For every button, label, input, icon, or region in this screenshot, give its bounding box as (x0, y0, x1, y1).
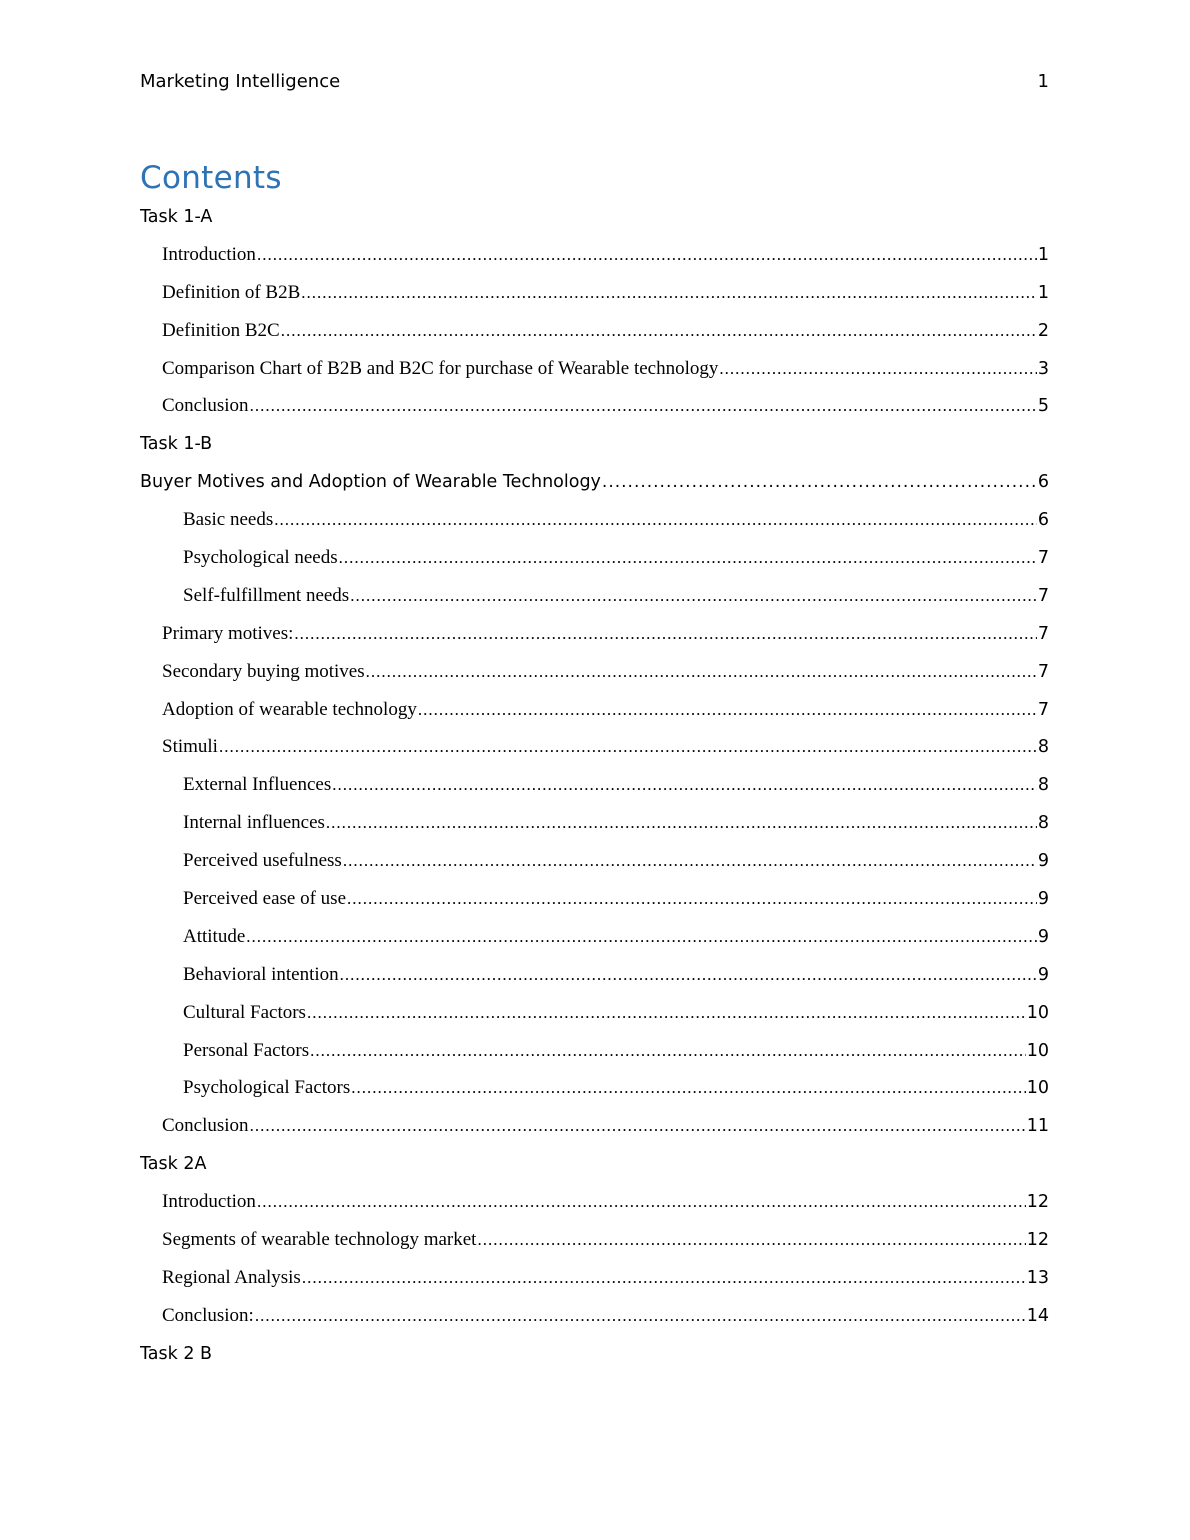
toc-entry-label: Segments of wearable technology market (162, 1228, 477, 1250)
toc-entry[interactable] (140, 804, 1049, 842)
header-page-number: 1 (1037, 71, 1049, 92)
toc-leader-dots (255, 1306, 1026, 1326)
toc-entry[interactable] (140, 918, 1049, 956)
toc-entry[interactable] (140, 994, 1049, 1032)
toc-entry[interactable] (140, 236, 1049, 274)
toc-entry[interactable] (140, 463, 1049, 501)
toc-entry[interactable] (140, 1221, 1049, 1259)
toc-entry-page-number: 6 (1037, 472, 1049, 493)
toc-leader-dots (602, 472, 1037, 492)
toc-entry-page-number: 12 (1026, 1192, 1049, 1213)
toc-entry-label: Task 2 B (140, 1343, 213, 1364)
toc-entry-page-number: 7 (1037, 699, 1049, 720)
toc-leader-dots (281, 321, 1037, 341)
toc-leader-dots (274, 510, 1037, 530)
toc-entry-label: Basic needs (183, 509, 274, 531)
toc-entry-page-number: 7 (1037, 661, 1049, 682)
toc-leader-dots (477, 1230, 1025, 1250)
toc-section-heading (140, 1335, 1049, 1373)
toc-entry[interactable] (140, 842, 1049, 880)
toc-entry-label: Attitude (183, 925, 246, 947)
toc-entry[interactable] (140, 956, 1049, 994)
toc-entry-page-number: 9 (1037, 964, 1049, 985)
toc-entry-label: External Influences (183, 774, 332, 796)
toc-entry[interactable] (140, 880, 1049, 918)
page-header (140, 71, 1049, 92)
toc-entry-label: Introduction (162, 243, 256, 265)
toc-leader-dots (250, 1116, 1026, 1136)
toc-entry-page-number: 8 (1037, 775, 1049, 796)
toc-leader-dots (719, 359, 1036, 379)
toc-entry-page-number: 10 (1026, 1078, 1049, 1099)
toc-entry-label: Adoption of wearable technology (162, 698, 417, 720)
toc-entry-label: Introduction (162, 1191, 256, 1213)
toc-leader-dots (257, 1192, 1026, 1212)
toc-leader-dots (302, 1268, 1026, 1288)
toc-entry-label: Comparison Chart of B2B and B2C for purchase of Wearable technology (162, 357, 719, 379)
toc-entry-label: Psychological Factors (183, 1077, 351, 1099)
toc-entry-page-number: 1 (1037, 282, 1049, 303)
toc-entry[interactable] (140, 274, 1049, 312)
toc-entry[interactable] (140, 766, 1049, 804)
toc-entry[interactable] (140, 1069, 1049, 1107)
toc-entry-label: Perceived usefulness (183, 850, 342, 872)
toc-entry-page-number: 12 (1026, 1229, 1049, 1250)
toc-entry-label: Conclusion (162, 395, 249, 417)
toc-section-heading (140, 425, 1049, 463)
toc-entry-page-number: 9 (1037, 888, 1049, 909)
toc-leader-dots (340, 965, 1037, 985)
toc-entry-page-number: 6 (1037, 510, 1049, 531)
toc-entry[interactable] (140, 615, 1049, 653)
toc-entry[interactable] (140, 1032, 1049, 1070)
toc-entry[interactable] (140, 577, 1049, 615)
toc-leader-dots (301, 283, 1037, 303)
toc-entry-label: Definition B2C (162, 319, 280, 341)
toc-leader-dots (366, 662, 1037, 682)
toc-entry-page-number: 10 (1026, 1040, 1049, 1061)
toc-leader-dots (350, 586, 1037, 606)
toc-entry[interactable] (140, 1183, 1049, 1221)
toc-leader-dots (343, 851, 1037, 871)
toc-section-heading (140, 198, 1049, 236)
toc-entry-page-number: 7 (1037, 585, 1049, 606)
toc-entry[interactable] (140, 653, 1049, 691)
toc-entry[interactable] (140, 1297, 1049, 1335)
toc-entry-label: Perceived ease of use (183, 887, 347, 909)
toc-leader-dots (332, 775, 1037, 795)
toc-entry-label: Stimuli (162, 736, 218, 758)
toc-entry[interactable] (140, 728, 1049, 766)
toc-entry-label: Personal Factors (183, 1039, 310, 1061)
toc-entry-label: Regional Analysis (162, 1266, 301, 1288)
toc-entry-page-number: 7 (1037, 547, 1049, 568)
toc-entry-page-number: 10 (1026, 1002, 1049, 1023)
toc-entry-page-number: 3 (1037, 358, 1049, 379)
toc-leader-dots (351, 1078, 1025, 1098)
toc-entry-label: Task 1-A (140, 206, 213, 227)
toc-entry-label: Buyer Motives and Adoption of Wearable Technology (140, 472, 601, 493)
toc-leader-dots (246, 927, 1037, 947)
table-of-contents (140, 198, 1049, 1373)
toc-entry-label: Internal influences (183, 812, 325, 834)
toc-leader-dots (310, 1041, 1026, 1061)
toc-entry-page-number: 7 (1037, 623, 1049, 644)
toc-entry-label: Conclusion (162, 1115, 249, 1137)
toc-entry-label: Behavioral intention (183, 963, 339, 985)
toc-entry-page-number: 8 (1037, 813, 1049, 834)
contents-title: Contents (140, 160, 282, 196)
toc-entry-page-number: 13 (1026, 1267, 1049, 1288)
toc-entry[interactable] (140, 387, 1049, 425)
toc-entry-label: Conclusion: (162, 1304, 254, 1326)
header-title: Marketing Intelligence (140, 71, 341, 92)
toc-entry-label: Task 1-B (140, 434, 213, 455)
toc-entry-page-number: 5 (1037, 396, 1049, 417)
toc-entry[interactable] (140, 539, 1049, 577)
toc-entry-label: Task 2A (140, 1154, 207, 1175)
toc-leader-dots (347, 889, 1037, 909)
toc-entry-label: Self-fulfillment needs (183, 584, 350, 606)
toc-entry-label: Primary motives: (162, 622, 294, 644)
toc-entry-page-number: 14 (1026, 1305, 1049, 1326)
toc-entry[interactable] (140, 1259, 1049, 1297)
toc-entry-label: Cultural Factors (183, 1001, 306, 1023)
toc-entry[interactable] (140, 501, 1049, 539)
toc-leader-dots (219, 737, 1037, 757)
toc-entry[interactable] (140, 350, 1049, 388)
toc-entry-page-number: 2 (1037, 320, 1049, 341)
toc-entry-page-number: 1 (1037, 244, 1049, 265)
toc-entry-label: Psychological needs (183, 546, 338, 568)
toc-section-heading (140, 1145, 1049, 1183)
toc-leader-dots (326, 813, 1037, 833)
toc-leader-dots (250, 396, 1037, 416)
toc-entry-label: Secondary buying motives (162, 660, 365, 682)
toc-leader-dots (307, 1003, 1026, 1023)
toc-entry[interactable] (140, 691, 1049, 729)
toc-leader-dots (418, 700, 1037, 720)
toc-entry-page-number: 11 (1026, 1116, 1049, 1137)
toc-entry-page-number: 8 (1037, 737, 1049, 758)
toc-leader-dots (294, 624, 1036, 644)
toc-entry-page-number: 9 (1037, 926, 1049, 947)
toc-entry-page-number: 9 (1037, 851, 1049, 872)
toc-entry[interactable] (140, 1107, 1049, 1145)
toc-entry-label: Definition of B2B (162, 281, 301, 303)
toc-entry[interactable] (140, 312, 1049, 350)
toc-leader-dots (257, 245, 1037, 265)
toc-leader-dots (339, 548, 1037, 568)
